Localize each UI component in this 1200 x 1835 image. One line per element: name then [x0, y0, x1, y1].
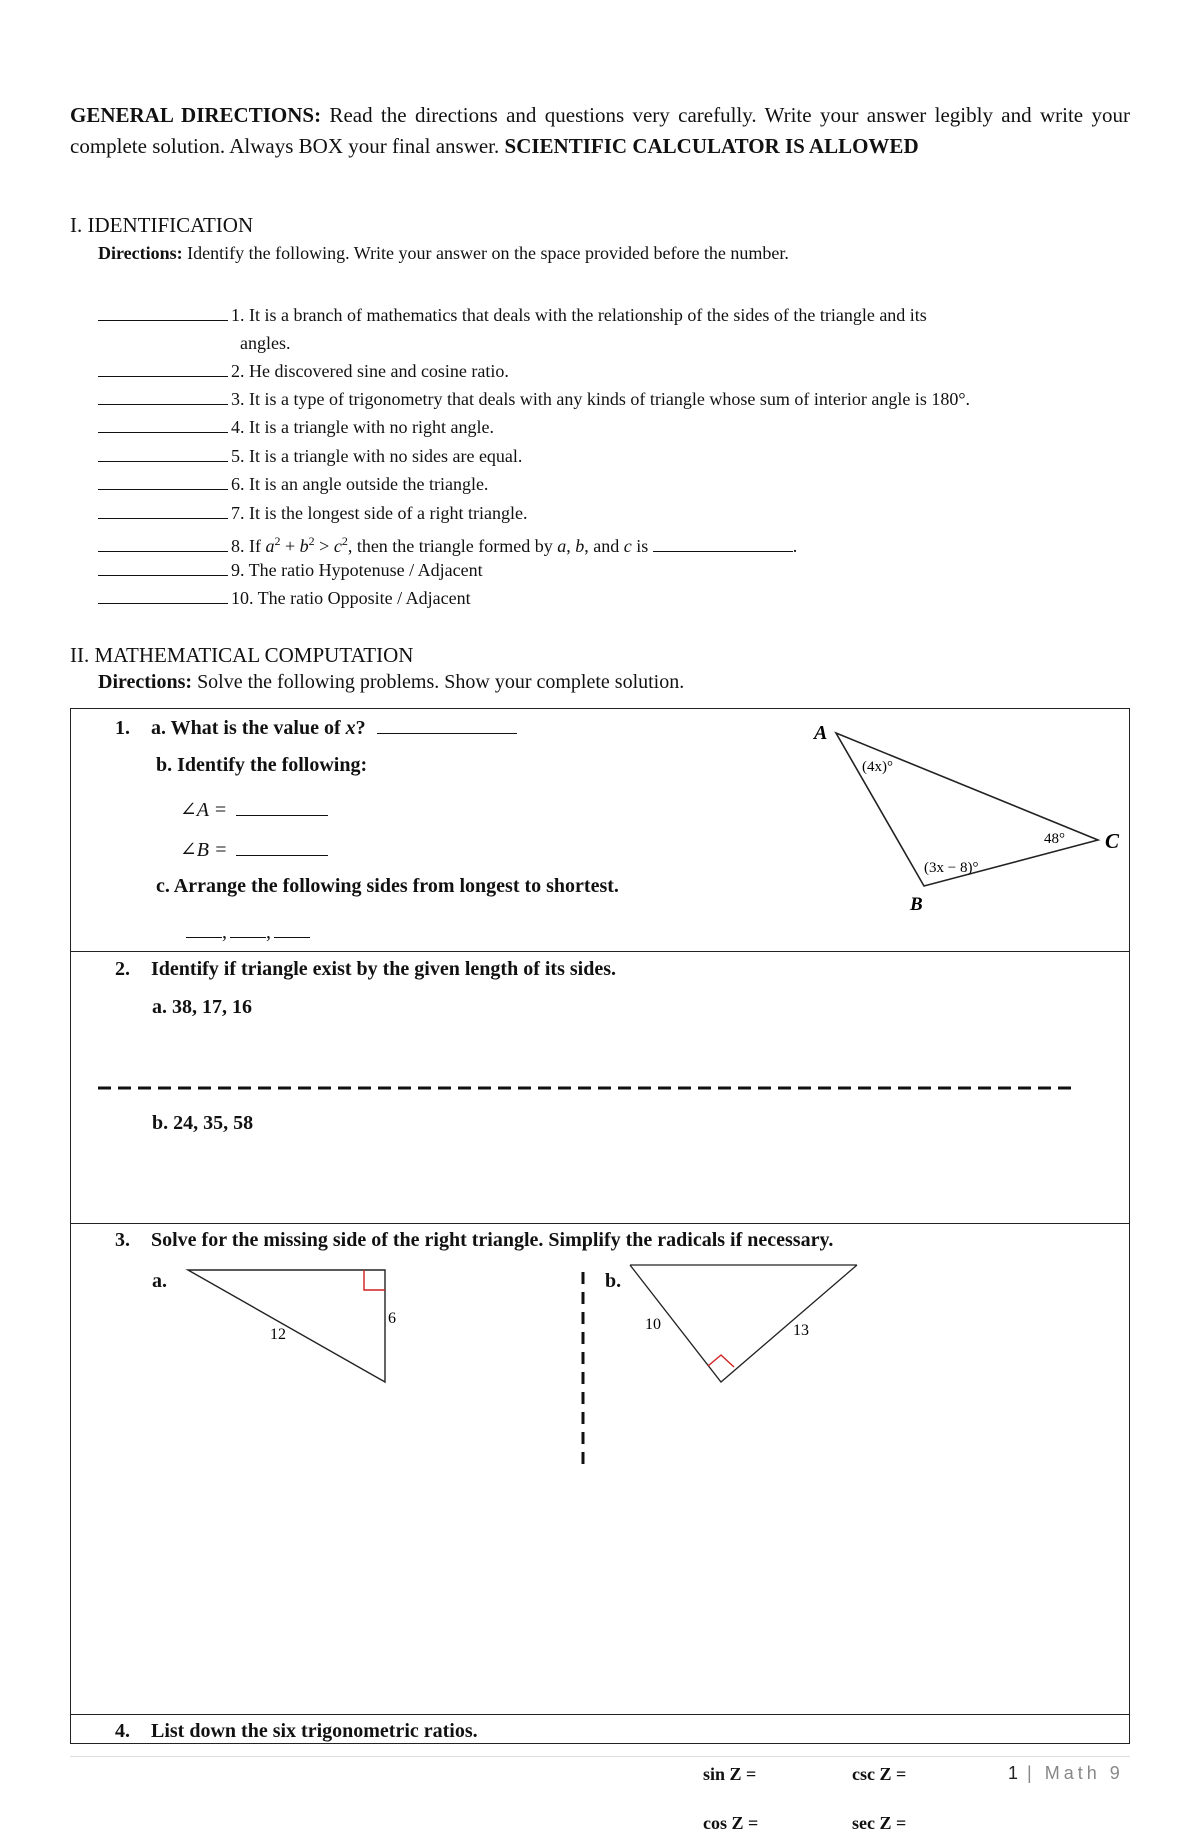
q2-dashed-separator	[96, 1083, 1076, 1093]
sec-ratio-label: sec Z =	[852, 1813, 907, 1833]
is-word: is	[631, 536, 653, 556]
var-c2: c	[623, 536, 632, 556]
right-angle-marker-b	[708, 1355, 734, 1367]
general-directions	[70, 100, 1130, 162]
q1-order-blanks: , ,	[186, 917, 310, 944]
q3b-triangle-diagram	[625, 1257, 865, 1387]
q4-prompt	[115, 1720, 478, 1743]
q1-a-answer-blank[interactable]	[377, 713, 517, 734]
identification-item-8	[98, 527, 797, 555]
item-text-4: 4. It is a triangle with no right angle.	[231, 417, 494, 437]
footer-subject: Math 9	[1044, 1763, 1124, 1783]
divider-q2-q3	[70, 1223, 1130, 1224]
var-a2: a	[557, 536, 567, 556]
angle-c-measure: 48°	[1044, 831, 1065, 847]
answer-blank-3[interactable]	[98, 385, 228, 405]
answer-blank-7[interactable]	[98, 499, 228, 519]
angle-b-answer-blank[interactable]	[236, 835, 328, 856]
q2-part-a: a. 38, 17, 16	[152, 996, 252, 1018]
q1-part-b: b. Identify the following:	[156, 754, 368, 776]
identification-item-10	[98, 584, 471, 612]
q1-x: x	[345, 717, 356, 739]
q1-a-text: a. What is the value of	[151, 717, 346, 739]
answer-blank-8[interactable]	[98, 532, 228, 552]
sin-ratio-label: sin Z =	[703, 1764, 757, 1784]
q1-triangle-diagram	[800, 715, 1130, 915]
q1-number: 1.	[115, 717, 130, 739]
calculator-note: SCIENTIFIC CALCULATOR IS ALLOWED	[504, 134, 919, 158]
identification-item-3	[98, 385, 970, 413]
var-b2: b	[575, 536, 585, 556]
item-text-1: 1. It is a branch of mathematics that deals with the relationship of the sides of the triangle and its	[231, 305, 927, 325]
angle-a-answer-blank[interactable]	[236, 795, 328, 816]
q3-a-label: a.	[152, 1270, 167, 1292]
q3b-leg2-label: 13	[793, 1322, 809, 1339]
vertex-c-label: C	[1105, 829, 1120, 853]
right-angle-marker-a	[364, 1270, 385, 1290]
item-text-3: 3. It is a type of trigonometry that deals with any kinds of triangle whose sum of interior angle is 180°.	[231, 389, 971, 409]
answer-blank-1[interactable]	[98, 301, 228, 321]
part2-title: II. MATHEMATICAL COMPUTATION	[70, 643, 414, 667]
item-text-7: 7. It is the longest side of a right triangle.	[231, 503, 528, 523]
item-text-10: 10. The ratio Opposite / Adjacent	[231, 588, 471, 608]
triangle-a	[188, 1270, 385, 1382]
angle-b-label: ∠B =	[180, 839, 228, 861]
page-number: 1	[1008, 1763, 1019, 1783]
and-word: , and	[584, 536, 624, 556]
identification-item-6	[98, 470, 488, 498]
gt-sign: >	[314, 536, 334, 556]
q3-vertical-dashed-separator	[575, 1270, 595, 1470]
answer-blank-6[interactable]	[98, 470, 228, 490]
vertex-a-label: A	[814, 722, 828, 744]
q2-text: Identify if triangle exist by the given length of its sides.	[151, 958, 616, 980]
q2-number: 2.	[115, 958, 130, 980]
item-text-5: 5. It is a triangle with no sides are equal.	[231, 446, 523, 466]
order-blank-3[interactable]	[274, 917, 310, 938]
q3a-leg-label: 6	[388, 1310, 396, 1327]
answer-blank-10[interactable]	[98, 584, 228, 604]
vertex-b-label: B	[910, 894, 923, 915]
identification-item-7	[98, 499, 527, 527]
q3b-leg1-label: 10	[645, 1316, 661, 1333]
part1-title: I. IDENTIFICATION	[70, 213, 254, 237]
q1-part-c: c. Arrange the following sides from longest to shortest.	[156, 875, 619, 897]
comma: ,	[566, 536, 576, 556]
csc-ratio-label: csc Z =	[852, 1764, 907, 1784]
footer-rule	[70, 1756, 1130, 1757]
part1-directions-label: Directions:	[98, 243, 183, 263]
angle-a-label: ∠A =	[180, 799, 228, 821]
footer-separator: |	[1018, 1763, 1045, 1783]
q1-part-a	[115, 713, 517, 740]
answer-blank-2[interactable]	[98, 357, 228, 377]
angle-a-measure: (4x)°	[862, 759, 893, 775]
identification-item-2	[98, 357, 509, 385]
item-text-9: 9. The ratio Hypotenuse / Adjacent	[231, 560, 483, 580]
general-directions-label: GENERAL DIRECTIONS:	[70, 103, 322, 127]
item-text-6: 6. It is an angle outside the triangle.	[231, 474, 489, 494]
q1-angle-a	[180, 795, 328, 822]
item8-mid: , then the triangle formed by	[347, 536, 558, 556]
angle-b-measure: (3x − 8)°	[924, 860, 979, 876]
q3-number: 3.	[115, 1229, 130, 1251]
order-blank-1[interactable]	[186, 917, 222, 938]
q4-number: 4.	[115, 1720, 130, 1742]
q4-text: List down the six trigonometric ratios.	[151, 1720, 478, 1742]
q3-text: Solve for the missing side of the right triangle. Simplify the radicals if necessary.	[151, 1229, 834, 1251]
sq-a: 2	[274, 534, 281, 548]
item-text-8: 8. If	[231, 536, 261, 556]
sq-c: 2	[341, 534, 348, 548]
answer-blank-4[interactable]	[98, 413, 228, 433]
general-directions-text: Read the directions and questions very carefully. Write your answer legibly and write your complete solution. Always BOX your final answer.	[70, 103, 1130, 158]
identification-item-4	[98, 413, 494, 441]
identification-item-9	[98, 556, 483, 584]
triangle-b-legs	[630, 1265, 857, 1382]
divider-q3-q4	[70, 1714, 1130, 1715]
part1-directions-text: Identify the following. Write your answer on the space provided before the number.	[182, 243, 789, 263]
q1-qmark: ?	[355, 717, 366, 739]
divider-q1-q2	[70, 951, 1130, 952]
answer-blank-5[interactable]	[98, 442, 228, 462]
q3-prompt	[115, 1229, 833, 1252]
part2-directions	[98, 671, 684, 694]
part2-directions-text: Solve the following problems. Show your complete solution.	[192, 671, 685, 693]
cos-ratio-label: cos Z =	[703, 1813, 759, 1833]
q1-angle-b	[180, 835, 328, 862]
part1-directions	[98, 243, 789, 264]
var-a: a	[265, 536, 275, 556]
var-b: b	[299, 536, 309, 556]
order-blank-2[interactable]	[230, 917, 266, 938]
page-footer	[1008, 1763, 1124, 1784]
q3a-hypotenuse-label: 12	[270, 1326, 286, 1343]
var-c: c	[333, 536, 342, 556]
plus-sign: +	[280, 536, 300, 556]
part2-directions-label: Directions:	[98, 671, 193, 693]
identification-item-1-cont: angles.	[240, 333, 291, 353]
q2-prompt	[115, 958, 616, 981]
identification-item-1	[98, 301, 927, 329]
period: .	[792, 536, 798, 556]
item-text-2: 2. He discovered sine and cosine ratio.	[231, 361, 509, 381]
q3a-triangle-diagram	[180, 1262, 410, 1387]
identification-item-5	[98, 442, 522, 470]
q2-part-b: b. 24, 35, 58	[152, 1112, 254, 1134]
q3-b-label: b.	[605, 1270, 622, 1292]
sq-b: 2	[308, 534, 315, 548]
inline-answer-blank-8[interactable]	[653, 532, 793, 552]
answer-blank-9[interactable]	[98, 556, 228, 576]
